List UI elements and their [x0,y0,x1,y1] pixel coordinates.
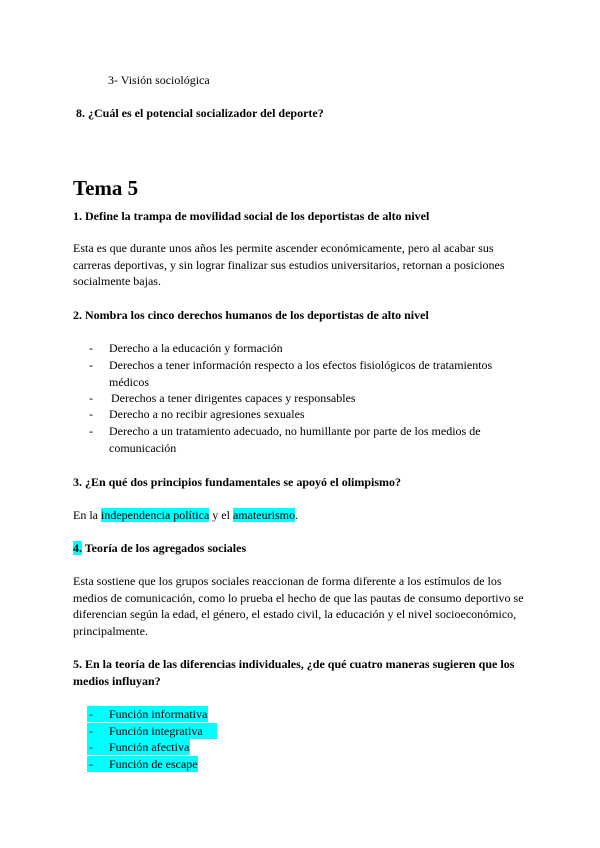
list-item: Función afectiva [109,740,190,754]
question-5: 5. En la teoría de las diferencias individuales, ¿de qué cuatro maneras sugieren que los medios influyan? [73,657,515,688]
list-item: Función informativa [109,707,208,721]
question-3: 3. ¿En qué dos principios fundamentales se apoyó el olimpismo? [73,475,402,489]
list-item: Derechos a tener información respecto a los efectos fisiológicos de tratamientos médicos [109,358,493,389]
list-bullet: - [89,424,93,438]
question-4-number: 4. [73,541,82,555]
list-item-vision: 3- Visión sociológica [108,73,210,87]
list-bullet: - [89,740,93,754]
question-8: 8. ¿Cuál es el potencial socializador del deporte? [76,106,324,120]
list-item: Función integrativa [109,724,203,738]
question-4-text: Teoría de los agregados sociales [82,541,247,555]
section-title: Tema 5 [73,176,139,200]
list-bullet: - [89,407,93,421]
highlight-independencia: independencia política [101,508,210,522]
list-bullet: - [89,358,93,372]
answer-3-join: y el [209,508,233,522]
list-item: Derecho a la educación y formación [109,341,283,355]
list-bullet: - [89,391,93,405]
answer-4: Esta sostiene que los grupos sociales reaccionan de forma diferente a los estímulos de los medios de comunicación, como lo prueba el hecho de que las pautas de consumo deportivo se diferencian según la edad, el género, el estado civil, la educación y el nivel socioeconómico, principalmente. [73,574,524,638]
answer-3-prefix: En la [73,508,101,522]
list-item: Derechos a tener dirigentes capaces y responsables [111,391,356,405]
question-2: 2. Nombra los cinco derechos humanos de los deportistas de alto nivel [73,308,429,322]
list-bullet: - [89,757,93,771]
question-4 [73,540,246,557]
answer-1: Esta es que durante unos años les permite ascender económicamente, pero al acabar sus carreras deportivas, y sin lograr finalizar sus estudios universitarios, retornan a posiciones socialmente bajas. [73,241,505,288]
highlight-amateurismo: amateurismo [232,508,295,522]
list-bullet: - [89,707,93,721]
answer-3 [73,507,298,524]
list-bullet: - [89,724,93,738]
answer-3-end: . [294,508,298,522]
list-bullet: - [89,341,93,355]
question-1: 1. Define la trampa de movilidad social de los deportistas de alto nivel [73,209,430,223]
list-item: Función de escape [109,757,198,771]
list-item: Derecho a un tratamiento adecuado, no humillante por parte de los medios de comunicación [109,424,481,455]
list-item: Derecho a no recibir agresiones sexuales [109,407,305,421]
